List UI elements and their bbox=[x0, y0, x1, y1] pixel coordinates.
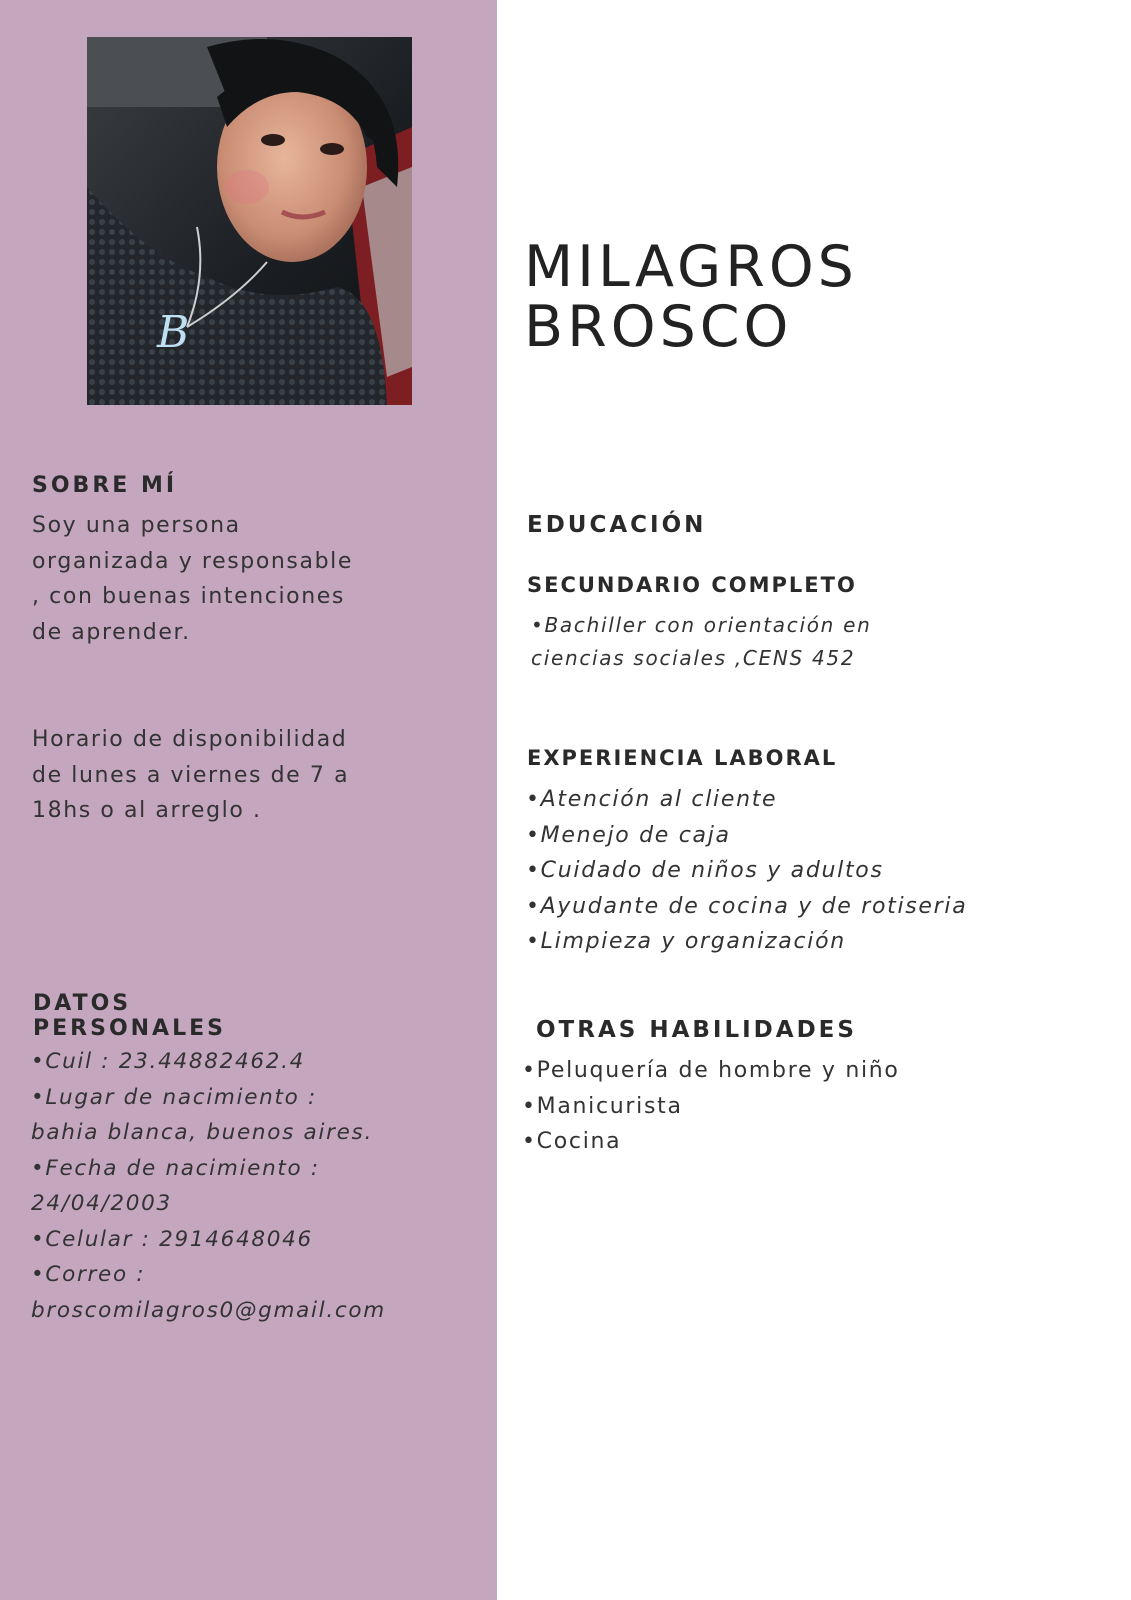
last-name: BROSCO bbox=[524, 294, 793, 360]
skill-item: •Peluquería de hombre y niño bbox=[522, 1058, 900, 1083]
full-name bbox=[524, 234, 858, 360]
profile-photo bbox=[87, 37, 412, 405]
personal-birthdate-label: •Fecha de nacimiento : bbox=[31, 1155, 320, 1181]
experience-list bbox=[526, 782, 1026, 960]
personal-data-title-line-2: PERSONALES bbox=[33, 1016, 226, 1041]
personal-email: •Correo : broscomilagros0@gmail.com bbox=[31, 1262, 386, 1323]
education-detail-2: ciencias sociales ,CENS 452 bbox=[531, 646, 856, 670]
experience-title: EXPERIENCIA LABORAL bbox=[527, 746, 838, 770]
personal-birthdate-value: 24/04/2003 bbox=[31, 1191, 172, 1216]
skills-list bbox=[522, 1053, 1022, 1160]
education-title: EDUCACIÓN bbox=[527, 512, 707, 538]
education-degree: SECUNDARIO COMPLETO bbox=[527, 573, 857, 597]
portrait-photo-icon bbox=[87, 37, 412, 405]
about-paragraph-1: Soy una persona organizada y responsable , con buenas intenciones de aprender. bbox=[32, 513, 353, 645]
personal-data-list bbox=[31, 1044, 491, 1328]
education-details bbox=[531, 609, 981, 675]
skills-title: OTRAS HABILIDADES bbox=[536, 1017, 857, 1043]
personal-data-title-line-1: DATOS bbox=[33, 991, 132, 1016]
personal-birthplace-label: •Lugar de nacimiento : bbox=[31, 1084, 317, 1110]
first-name: MILAGROS bbox=[524, 234, 858, 300]
svg-text:B: B bbox=[157, 307, 190, 358]
personal-cuil: •Cuil : 23.44882462.4 bbox=[31, 1049, 306, 1074]
personal-phone: •Celular : 2914648046 bbox=[31, 1226, 313, 1252]
experience-item: •Limpieza y organización bbox=[526, 929, 846, 954]
education-detail-1: •Bachiller con orientación en bbox=[531, 613, 872, 637]
experience-item: •Cuidado de niños y adultos bbox=[526, 858, 884, 883]
personal-data-title bbox=[33, 991, 226, 1041]
experience-item: •Atención al cliente bbox=[526, 787, 778, 812]
about-paragraph-2: Horario de disponibilidad de lunes a viernes de 7 a 18hs o al arreglo . bbox=[32, 727, 350, 823]
experience-item: •Menejo de caja bbox=[526, 822, 731, 848]
about-title: SOBRE MÍ bbox=[32, 473, 178, 498]
personal-birthplace-value: bahia blanca, buenos aires. bbox=[31, 1120, 373, 1145]
skill-item: •Manicurista bbox=[522, 1093, 683, 1119]
skill-item: •Cocina bbox=[522, 1129, 622, 1154]
experience-item: •Ayudante de cocina y de rotiseria bbox=[526, 893, 968, 919]
